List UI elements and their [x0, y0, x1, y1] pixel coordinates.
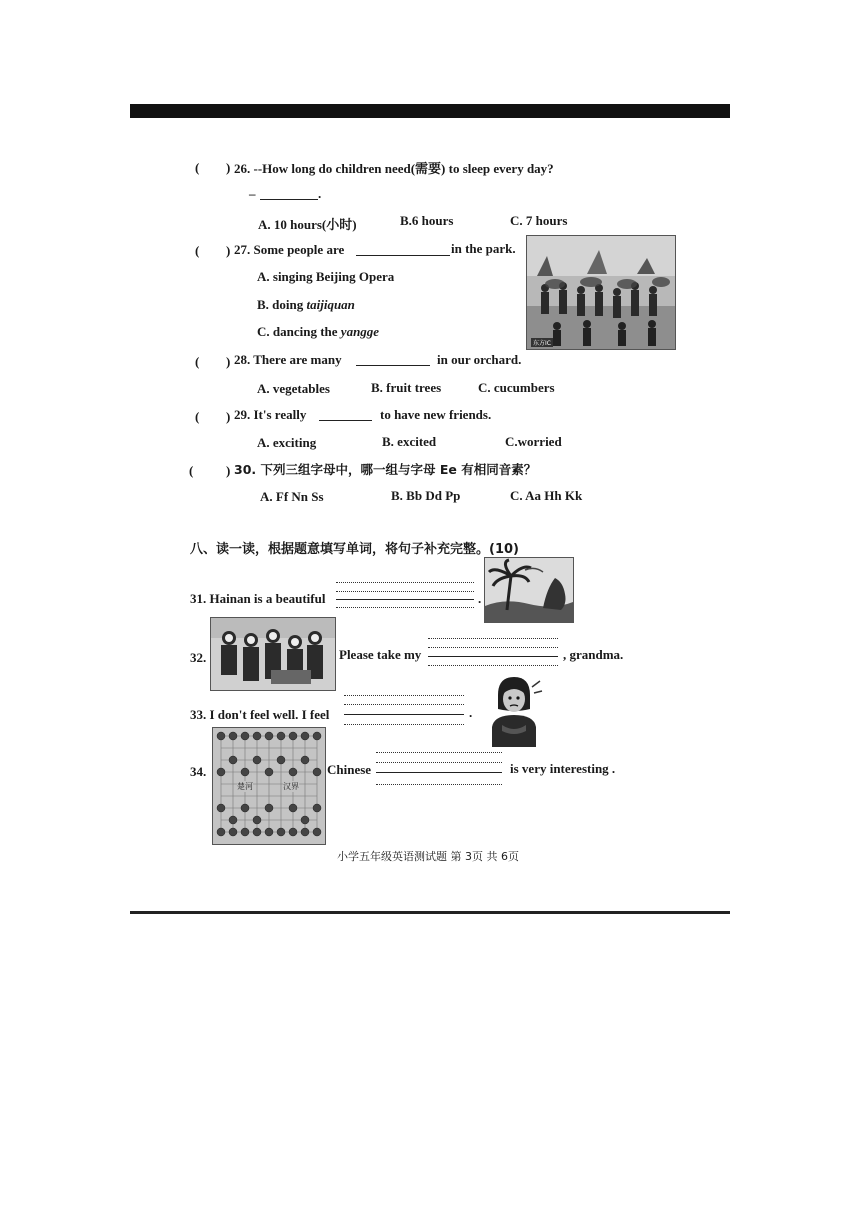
writing-line-solid — [344, 714, 464, 715]
question-32-tail: , grandma. — [563, 647, 624, 662]
question-31-period: . — [478, 591, 482, 606]
option-c: C. Aa Hh Kk — [510, 488, 583, 503]
answer-paren-open: ( — [189, 463, 194, 478]
question-30-prompt: 30. 下列三组字母中，哪一组与字母 Ee 有相同音素？ — [234, 462, 537, 477]
bottom-rule — [130, 911, 730, 914]
photo-caption: 东方IC — [533, 340, 551, 347]
answer-blank — [319, 420, 372, 421]
question-29-prompt: 29. It's really — [234, 407, 307, 422]
option-a: A. singing Beijing Opera — [257, 269, 395, 284]
writing-line-dotted — [428, 638, 558, 639]
top-black-bar — [130, 104, 730, 118]
answer-paren-open: ( — [195, 243, 200, 258]
answer-paren-close: ) — [226, 243, 231, 258]
writing-line-dotted — [336, 607, 474, 608]
question-31-text: 31. Hainan is a beautiful — [190, 591, 326, 606]
option-c: C. 7 hours — [510, 213, 568, 228]
writing-line-solid — [428, 656, 558, 657]
dancers-illustration — [527, 236, 675, 349]
option-c: C.worried — [505, 434, 562, 449]
yangge-dance-photo — [526, 235, 676, 350]
question-26-prompt: 26. --How long do children need(需要) to sleep every day? — [234, 161, 554, 176]
question-32-number: 32. — [190, 650, 207, 665]
chinese-chess-board-picture — [212, 727, 326, 845]
river-label-right: 汉界 — [283, 782, 299, 791]
option-b: B. excited — [382, 434, 437, 449]
answer-paren-close: ) — [226, 354, 231, 369]
question-28-tail: in our orchard. — [437, 352, 522, 367]
question-34-number: 34. — [190, 764, 207, 779]
writing-line-dotted — [376, 752, 502, 753]
family-picture — [210, 617, 336, 691]
option-b: B. Bb Dd Pp — [391, 488, 461, 503]
question-26-period: . — [318, 186, 322, 201]
writing-line-dotted — [344, 724, 464, 725]
question-32-text: Please take my — [339, 647, 422, 662]
section-8-heading: 八、读一读，根据题意填写单词，将句子补充完整。(10) — [190, 542, 519, 557]
answer-paren-close: ) — [226, 160, 231, 175]
writing-line-solid — [336, 599, 474, 600]
question-33-period: . — [469, 705, 473, 720]
option-a: A. Ff Nn Ss — [260, 489, 324, 504]
family-group-illustration — [211, 618, 335, 690]
question-28-prompt: 28. There are many — [234, 352, 342, 367]
question-27-prompt: 27. Some people are — [234, 242, 345, 257]
river-label-left: 楚河 — [237, 782, 253, 791]
writing-line-solid — [376, 772, 502, 773]
option-b: B.6 hours — [400, 213, 454, 228]
writing-line-dotted — [376, 762, 502, 763]
question-29-tail: to have new friends. — [380, 407, 492, 422]
hainan-beach-picture — [484, 557, 574, 623]
writing-line-dotted — [344, 704, 464, 705]
page-footer: 小学五年级英语测试题 第 3页 共 6页 — [337, 850, 519, 863]
question-26-dash: – — [249, 186, 256, 201]
answer-paren-open: ( — [195, 354, 200, 369]
answer-paren-close: ) — [226, 463, 231, 478]
answer-blank — [356, 365, 430, 366]
writing-line-dotted — [336, 591, 474, 592]
option-a: A. vegetables — [257, 381, 330, 396]
option-a: A. 10 hours(小时) — [258, 217, 357, 232]
question-33-text: 33. I don't feel well. I feel — [190, 707, 330, 722]
question-34-tail: is very interesting . — [510, 761, 616, 776]
answer-paren-close: ) — [226, 409, 231, 424]
writing-line-dotted — [344, 695, 464, 696]
chess-board-illustration — [213, 728, 325, 844]
answer-paren-open: ( — [195, 409, 200, 424]
answer-blank — [356, 255, 450, 256]
option-c: C. dancing the yangge — [257, 324, 380, 339]
cold-girl-illustration — [484, 673, 546, 747]
option-b: B. doing taijiquan — [257, 297, 355, 312]
option-a: A. exciting — [257, 435, 317, 450]
option-c: C. cucumbers — [478, 380, 555, 395]
question-27-tail: in the park. — [451, 241, 516, 256]
answer-paren-open: ( — [195, 160, 200, 175]
palm-tree-illustration — [485, 558, 573, 622]
question-34-text: Chinese — [327, 762, 372, 777]
sick-person-picture — [484, 673, 546, 747]
answer-blank — [260, 199, 318, 200]
writing-line-dotted — [428, 665, 558, 666]
writing-line-dotted — [428, 647, 558, 648]
writing-line-dotted — [336, 582, 474, 583]
writing-line-dotted — [376, 784, 502, 785]
option-b: B. fruit trees — [371, 380, 442, 395]
